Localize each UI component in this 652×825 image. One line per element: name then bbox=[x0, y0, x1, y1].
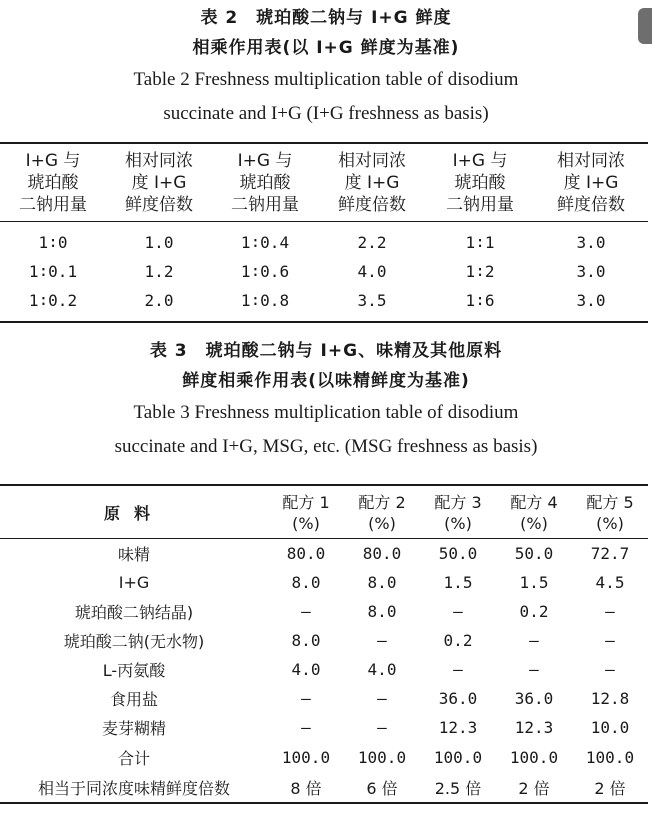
header-line: 琥珀酸 bbox=[454, 173, 506, 193]
header-line: 配方 4 bbox=[510, 493, 558, 512]
header-line: 配方 5 bbox=[586, 493, 634, 512]
table-cell: 1.5 bbox=[443, 573, 473, 592]
table2-header-multiple bbox=[534, 143, 648, 222]
table-cell: — bbox=[301, 718, 311, 737]
table-cell: 100.0 bbox=[433, 747, 483, 767]
table2-caption bbox=[0, 3, 652, 131]
table2 bbox=[0, 142, 648, 323]
table-cell: 12.3 bbox=[514, 718, 554, 737]
table-cell: 2.5 倍 bbox=[434, 778, 482, 798]
table2-header-multiple bbox=[318, 143, 426, 222]
table-cell: — bbox=[301, 602, 311, 621]
table3 bbox=[0, 484, 648, 804]
table-cell: — bbox=[605, 660, 615, 679]
table-cell: 1∶0 bbox=[38, 233, 68, 252]
row-label: 麦芽糊精 bbox=[101, 719, 166, 738]
table3-header-formula bbox=[268, 485, 344, 539]
table-cell: 1.0 bbox=[144, 233, 174, 252]
header-line: 配方 1 bbox=[282, 493, 330, 512]
table-cell: 4.0 bbox=[357, 262, 387, 281]
table-cell: — bbox=[377, 689, 387, 708]
table-cell: — bbox=[453, 660, 463, 679]
header-line: 二钠用量 bbox=[231, 195, 299, 215]
table3-header-formula bbox=[496, 485, 572, 539]
table3-header-formula bbox=[344, 485, 420, 539]
table3-header-row bbox=[0, 485, 648, 539]
table-cell: 50.0 bbox=[514, 544, 554, 563]
table-cell: 72.7 bbox=[590, 544, 630, 563]
table2-header-ratio bbox=[0, 143, 106, 222]
table-cell: 0.2 bbox=[443, 631, 473, 650]
row-label: 合计 bbox=[117, 748, 150, 768]
table3-title-cn-line2: 鲜度相乘作用表(以味精鲜度为基准) bbox=[182, 371, 470, 391]
table-cell: — bbox=[529, 660, 539, 679]
table-row bbox=[0, 684, 648, 713]
table-cell: 36.0 bbox=[514, 689, 554, 708]
table2-header-ratio bbox=[426, 143, 534, 222]
header-line: 度 I+G bbox=[344, 173, 400, 193]
table3-title-en-line2: succinate and I+G, MSG, etc. (MSG freshness as basis) bbox=[114, 436, 538, 457]
row-label: L-丙氨酸 bbox=[102, 661, 166, 680]
header-line: I+G 与 bbox=[452, 151, 508, 171]
table-cell: 100.0 bbox=[357, 747, 407, 767]
table-cell: 36.0 bbox=[438, 689, 478, 708]
table2-header-ratio bbox=[212, 143, 318, 222]
row-label: 食用盐 bbox=[109, 690, 158, 709]
table2-title-cn-line2: 相乘作用表(以 I+G 鲜度为基准) bbox=[192, 38, 460, 58]
table-cell: — bbox=[301, 689, 311, 708]
table-cell: 8.0 bbox=[367, 602, 397, 621]
header-line: 度 I+G bbox=[131, 173, 187, 193]
table3-title-cn-line1: 表 3 琥珀酸二钠与 I+G、味精及其他原料 bbox=[149, 341, 503, 361]
header-line: 度 I+G bbox=[563, 173, 619, 193]
header-line: (%) bbox=[444, 514, 472, 533]
header-line: 琥珀酸 bbox=[239, 173, 291, 193]
table-cell: 4.5 bbox=[595, 573, 625, 592]
header-line: 二钠用量 bbox=[446, 195, 514, 215]
header-line: 相对同浓 bbox=[557, 151, 625, 171]
row-label: 琥珀酸二钠(无水物) bbox=[63, 632, 205, 651]
header-line: (%) bbox=[368, 514, 396, 533]
table-cell: — bbox=[453, 602, 463, 621]
header-line: (%) bbox=[520, 514, 548, 533]
table-cell: 12.3 bbox=[438, 718, 478, 737]
table2-title-en-line1: Table 2 Freshness multiplication table of disodium bbox=[133, 69, 519, 90]
table-cell: 1∶0.1 bbox=[28, 262, 78, 281]
table-cell: — bbox=[605, 602, 615, 621]
row-label: 琥珀酸二钠结晶) bbox=[74, 603, 194, 622]
header-line: 琥珀酸 bbox=[27, 173, 79, 193]
row-label: 相当于同浓度味精鲜度倍数 bbox=[37, 778, 230, 798]
header-line: 配方 2 bbox=[358, 493, 406, 512]
table-cell: 3.5 bbox=[357, 291, 387, 310]
table-cell: 8.0 bbox=[367, 573, 397, 592]
table3-header-ingredient: 原料 bbox=[0, 485, 268, 539]
table-cell: 1∶6 bbox=[465, 291, 495, 310]
table-row bbox=[0, 713, 648, 742]
table-cell: 1∶1 bbox=[465, 233, 495, 252]
table-cell: 3.0 bbox=[576, 291, 606, 310]
table-cell: — bbox=[377, 631, 387, 650]
table-cell: 1∶0.8 bbox=[240, 291, 290, 310]
table3-header-formula bbox=[572, 485, 648, 539]
table-row bbox=[0, 626, 648, 655]
header-line: (%) bbox=[292, 514, 320, 533]
table-cell: 1∶0.6 bbox=[240, 262, 290, 281]
header-line: (%) bbox=[596, 514, 624, 533]
row-label: I+G bbox=[118, 573, 150, 592]
table-cell: 1.5 bbox=[519, 573, 549, 592]
table-cell: 3.0 bbox=[576, 262, 606, 281]
header-line: 相对同浓 bbox=[125, 151, 193, 171]
header-line: 配方 3 bbox=[434, 493, 482, 512]
table-cell: — bbox=[605, 631, 615, 650]
table-cell: — bbox=[529, 631, 539, 650]
table-cell: 2 倍 bbox=[594, 778, 626, 798]
table3-caption bbox=[0, 336, 652, 464]
table-cell: 0.2 bbox=[519, 602, 549, 621]
table-cell: 1∶0.4 bbox=[240, 233, 290, 252]
table-cell: 100.0 bbox=[281, 747, 331, 767]
row-label: 味精 bbox=[117, 545, 150, 564]
table-row bbox=[0, 655, 648, 684]
table2-header-row bbox=[0, 143, 648, 222]
table3-title-en-line1: Table 3 Freshness multiplication table of disodium bbox=[133, 402, 519, 423]
header-line: 二钠用量 bbox=[19, 195, 87, 215]
table-cell: 100.0 bbox=[509, 747, 559, 767]
table-row bbox=[0, 597, 648, 626]
table-cell: 6 倍 bbox=[366, 778, 398, 798]
table-cell: 100.0 bbox=[585, 747, 635, 767]
table-cell: 4.0 bbox=[367, 660, 397, 679]
table2-title-en-line2: succinate and I+G (I+G freshness as basis) bbox=[163, 103, 489, 124]
table-cell: 3.0 bbox=[576, 233, 606, 252]
table-row bbox=[0, 568, 648, 597]
table-row-total bbox=[0, 742, 648, 772]
table2-header-multiple bbox=[106, 143, 212, 222]
table3-header-formula bbox=[420, 485, 496, 539]
table-cell: 80.0 bbox=[362, 544, 402, 563]
table2-title-cn-line1: 表 2 琥珀酸二钠与 I+G 鲜度 bbox=[200, 8, 452, 28]
table-row bbox=[0, 286, 648, 322]
table-cell: 2.0 bbox=[144, 291, 174, 310]
table-cell: 8 倍 bbox=[290, 778, 322, 798]
table-cell: 1.2 bbox=[144, 262, 174, 281]
table-cell: 50.0 bbox=[438, 544, 478, 563]
header-line: 鲜度倍数 bbox=[557, 195, 625, 215]
table-row bbox=[0, 222, 648, 258]
table-cell: 8.0 bbox=[291, 631, 321, 650]
table-cell: 1∶0.2 bbox=[28, 291, 78, 310]
header-line: I+G 与 bbox=[25, 151, 81, 171]
table-cell: 4.0 bbox=[291, 660, 321, 679]
table-row-multiple bbox=[0, 772, 648, 803]
table-cell: 1∶2 bbox=[465, 262, 495, 281]
header-line: I+G 与 bbox=[237, 151, 293, 171]
table-cell: 8.0 bbox=[291, 573, 321, 592]
table-row bbox=[0, 539, 648, 569]
header-line: 相对同浓 bbox=[338, 151, 406, 171]
table-cell: 12.8 bbox=[590, 689, 630, 708]
table-cell: 2.2 bbox=[357, 233, 387, 252]
table-cell: 10.0 bbox=[590, 718, 630, 737]
header-line: 鲜度倍数 bbox=[338, 195, 406, 215]
table-cell: — bbox=[377, 718, 387, 737]
table-row bbox=[0, 257, 648, 286]
header-line: 鲜度倍数 bbox=[125, 195, 193, 215]
table-cell: 80.0 bbox=[286, 544, 326, 563]
table-cell: 2 倍 bbox=[518, 778, 550, 798]
